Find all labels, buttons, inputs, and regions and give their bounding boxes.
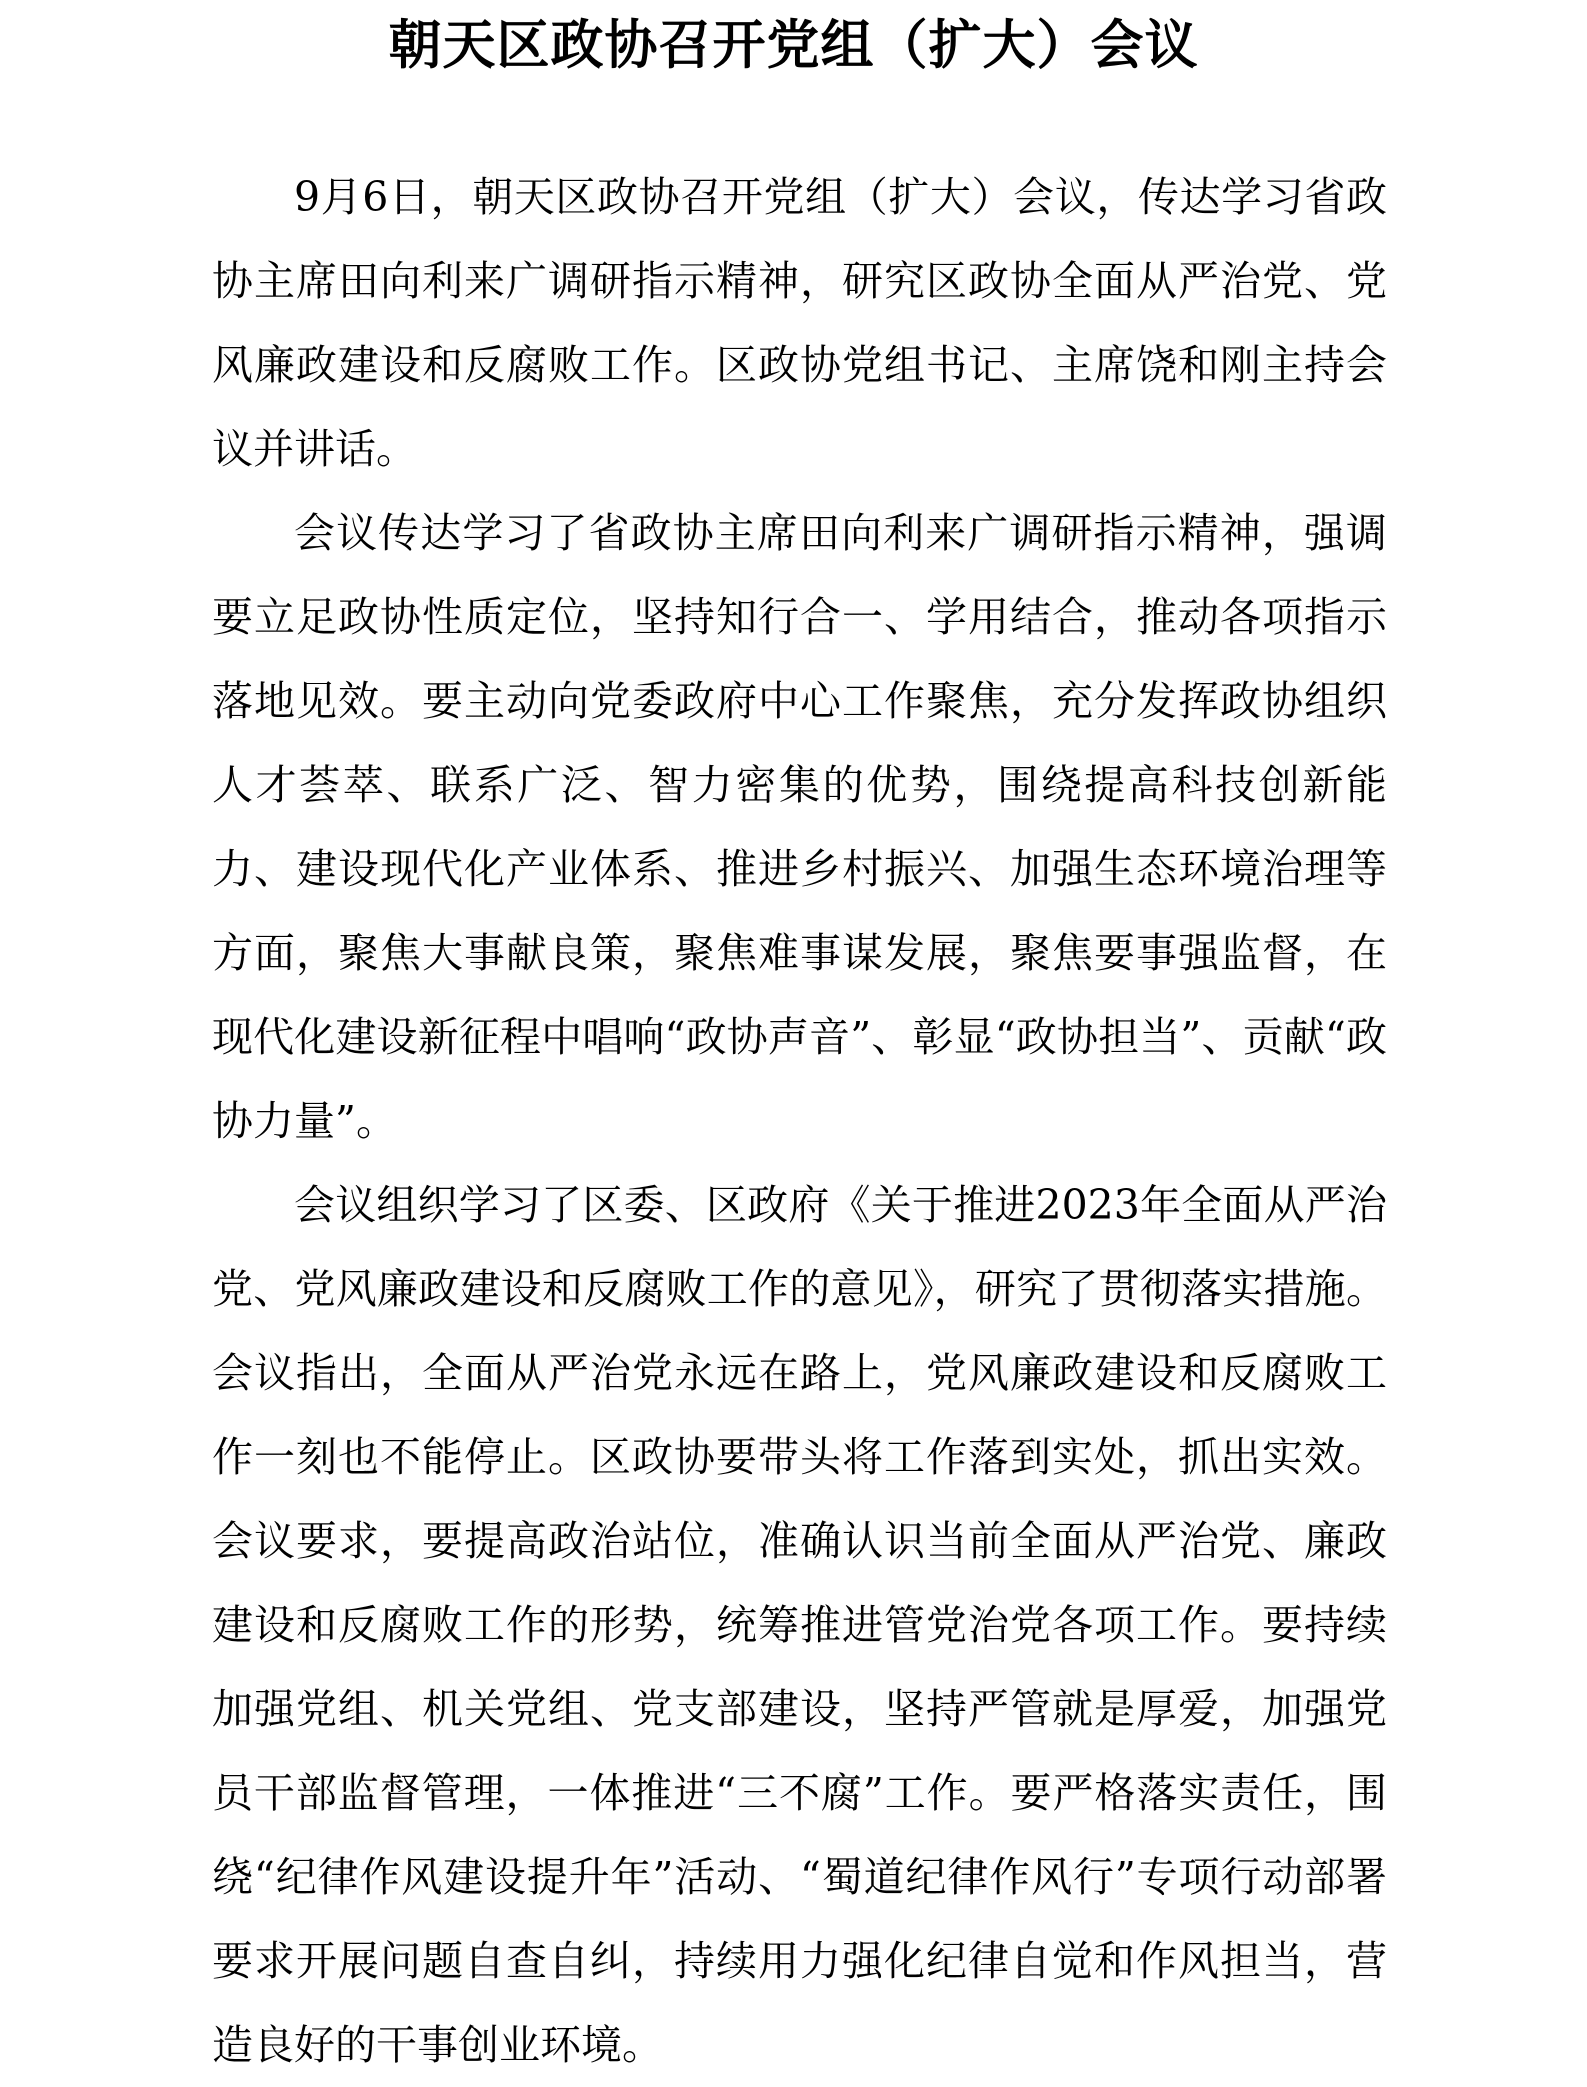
paragraph-3: 会议组织学习了区委、区政府《关于推进2023年全面从严治党、党风廉政建设和反腐败工作的意见》，研究了贯彻落实措施。会议指出，全面从严治党永远在路上，党风廉政建设和反腐败工作一刻也不能停止。区政协要带头将工作落到实处，抓出实效。会议要求，要提高政治站位，准确认识当前全面从严治党、廉政建设和反腐败工作的形势，统筹推进管党治党各项工作。要持续加强党组、机关党组、党支部建设，坚持严管就是厚爱，加强党员干部监督管理，一体推进“三不腐”工作。要严格落实责任，围绕“纪律作风建设提升年”活动、“蜀道纪律作风行”专项行动部署要求开展问题自查自纠，持续用力强化纪律自觉和作风担当，营造良好的干事创业环境。 <box>212 1181 1387 2069</box>
article-body <box>212 155 1387 2087</box>
paragraph-2: 会议传达学习了省政协主席田向利来广调研指示精神，强调要立足政协性质定位，坚持知行合一、学用结合，推动各项指示落地见效。要主动向党委政府中心工作聚焦，充分发挥政协组织人才荟萃、联系广泛、智力密集的优势，围绕提高科技创新能力、建设现代化产业体系、推进乡村振兴、加强生态环境治理等方面，聚焦大事献良策，聚焦难事谋发展，聚焦要事强监督，在现代化建设新征程中唱响“政协声音”、彰显“政协担当”、贡献“政协力量”。 <box>212 509 1387 1145</box>
paragraph-1: 9月6日，朝天区政协召开党组（扩大）会议，传达学习省政协主席田向利来广调研指示精神，研究区政协全面从严治党、党风廉政建设和反腐败工作。区政协党组书记、主席饶和刚主持会议并讲话。 <box>212 173 1387 473</box>
article-title: 朝天区政协召开党组（扩大）会议 <box>388 15 1199 76</box>
